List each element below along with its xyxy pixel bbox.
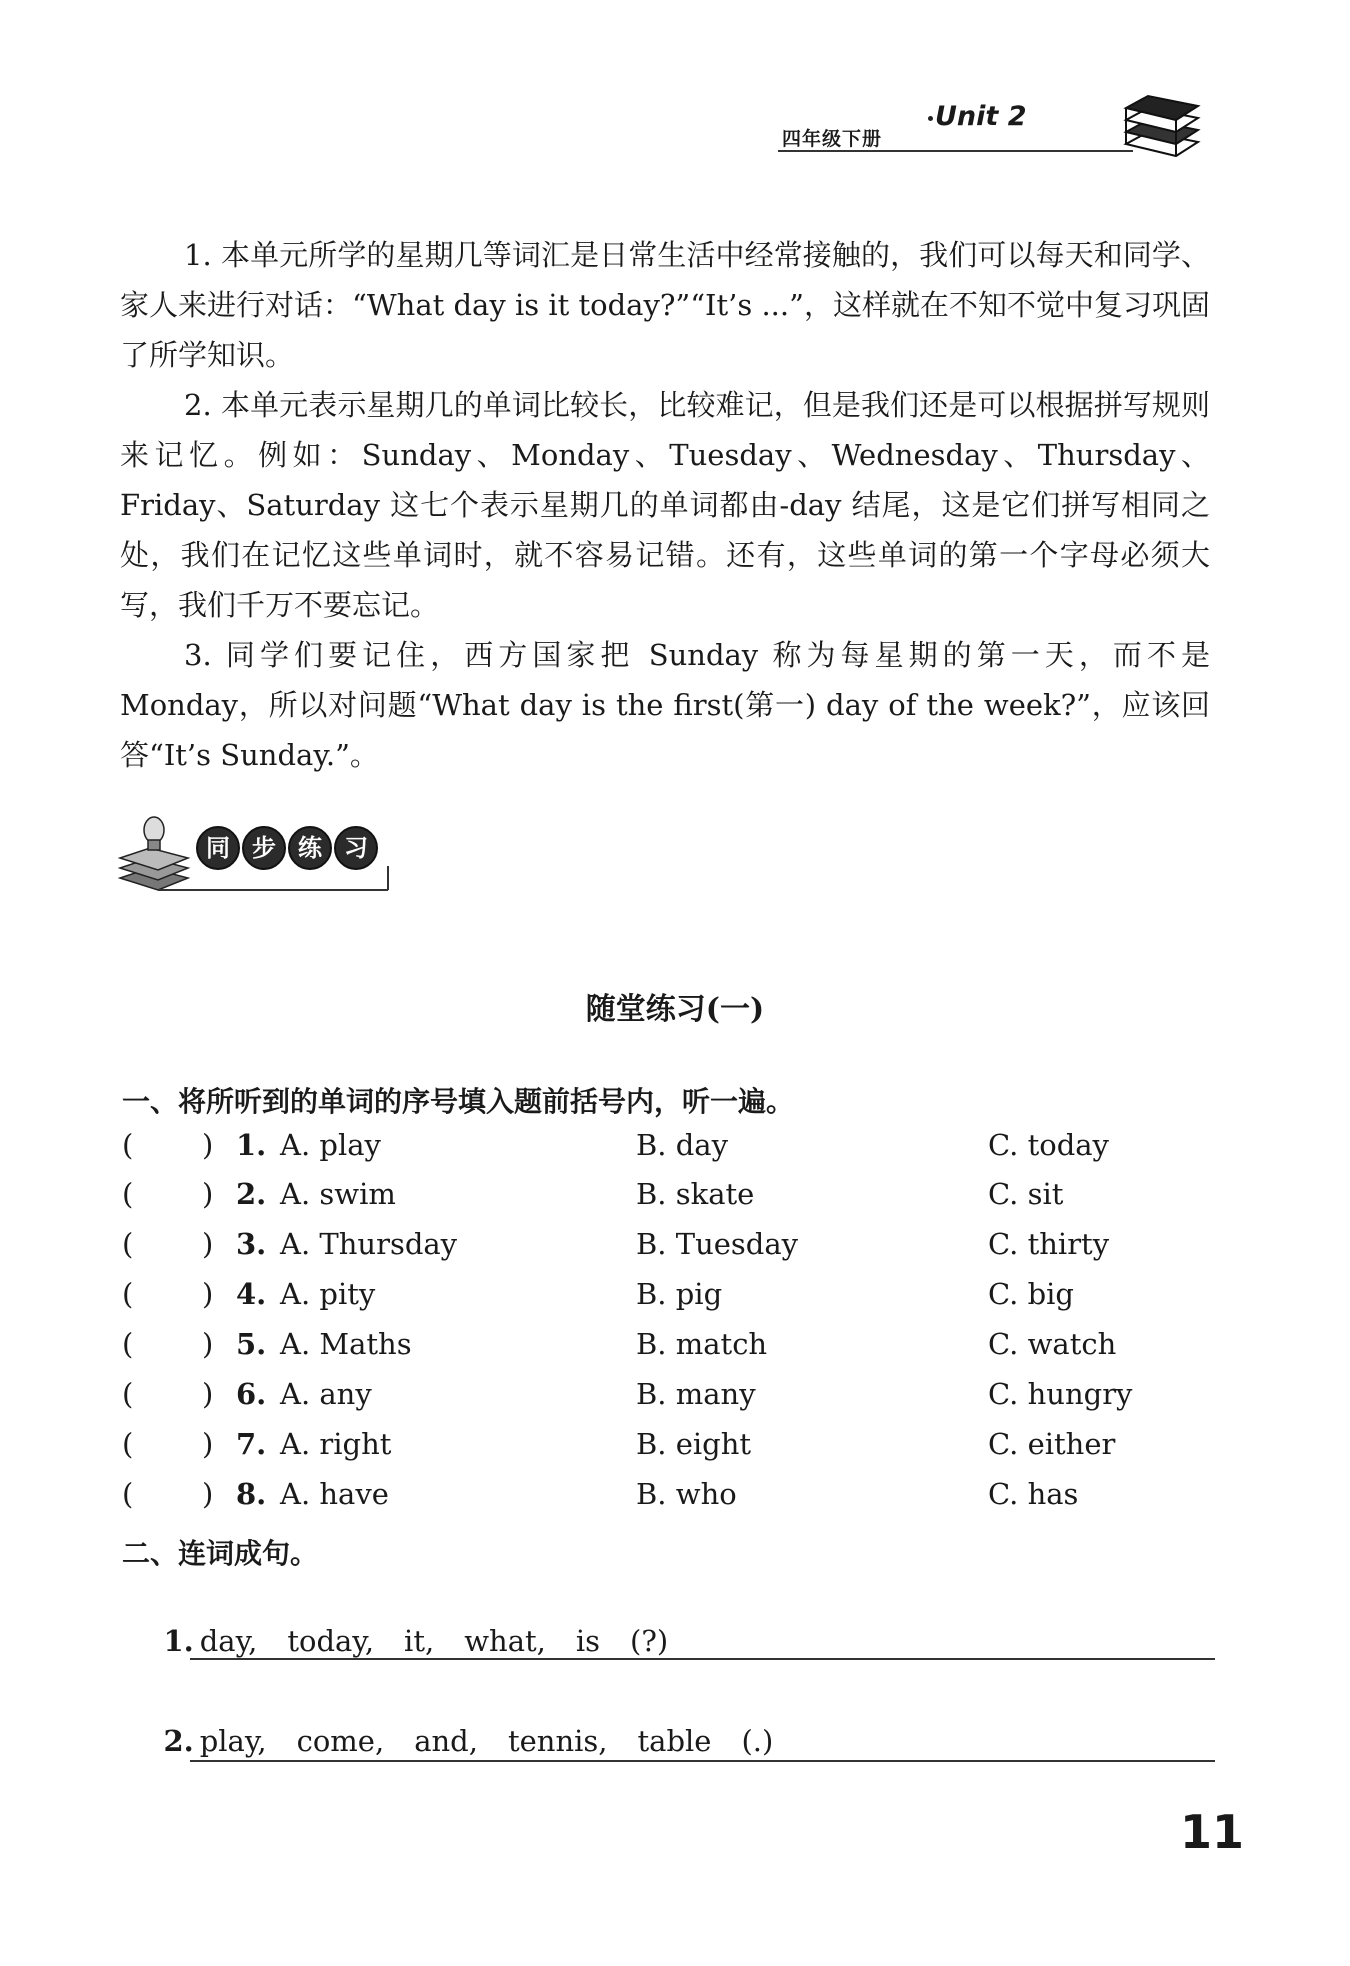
answer-paren-open: (: [122, 1277, 134, 1311]
banner-char: 习: [334, 826, 378, 870]
option-c: C. hungry: [988, 1377, 1133, 1411]
answer-paren-close: ): [202, 1377, 214, 1411]
question-row: [122, 1477, 1222, 1527]
item-number: 1.: [163, 1624, 194, 1658]
option-a: A. right: [280, 1427, 392, 1461]
question-number: 5.: [236, 1327, 267, 1361]
part1-heading: 一、将所听到的单词的序号填入题前括号内，听一遍。: [122, 1085, 795, 1118]
answer-paren-open: (: [122, 1227, 134, 1261]
answer-paren-close: ): [202, 1177, 214, 1211]
answer-paren-open: (: [122, 1177, 134, 1211]
option-a: A. Thursday: [280, 1227, 458, 1261]
question-row: [122, 1128, 1222, 1178]
answer-line[interactable]: [190, 1658, 1215, 1660]
header-rule: [778, 150, 1133, 152]
question-number: 2.: [236, 1177, 267, 1211]
answer-paren-open: (: [122, 1477, 134, 1511]
word: and,: [414, 1724, 478, 1758]
question-number: 1.: [236, 1128, 267, 1162]
option-b: B. Tuesday: [636, 1227, 799, 1261]
unit-title: Unit 2: [935, 101, 1027, 132]
answer-paren-open: (: [122, 1128, 134, 1162]
word: it,: [404, 1624, 435, 1658]
question-row: [122, 1277, 1222, 1327]
question-number: 4.: [236, 1277, 267, 1311]
option-b: B. skate: [636, 1177, 755, 1211]
section-title: 随堂练习(一): [585, 992, 765, 1027]
note-paragraph-1: 1. 本单元所学的星期几等词汇是日常生活中经常接触的，我们可以每天和同学、家人来进行对话：“What day is it today?”“It’s ...”，这样就在不知不觉中复习巩固了所学知识。: [120, 238, 1210, 372]
word: day,: [199, 1624, 258, 1658]
word: is: [575, 1624, 601, 1658]
answer-paren-close: ): [202, 1427, 214, 1461]
option-c: C. sit: [988, 1177, 1064, 1211]
option-a: A. play: [280, 1128, 381, 1162]
option-a: A. pity: [280, 1277, 376, 1311]
option-a: A. Maths: [280, 1327, 412, 1361]
question-number: 6.: [236, 1377, 267, 1411]
word: play,: [199, 1724, 267, 1758]
note-paragraph-2: 2. 本单元表示星期几的单词比较长，比较难记，但是我们还是可以根据拼写规则来记忆。例如：Sunday、Monday、Tuesday、Wednesday、Thursday、Friday、Saturday 这七个表示星期几的单词都由-day 结尾，这是它们拼写相同之处，我们在记忆这些单词时，就不容易记错。还有，这些单词的第一个字母必须大写，我们千万不要忘记。: [120, 388, 1210, 622]
answer-paren-open: (: [122, 1377, 134, 1411]
word: come,: [296, 1724, 385, 1758]
grade-label: 四年级下册: [782, 128, 883, 150]
banner-char: 步: [242, 826, 286, 870]
option-c: C. has: [988, 1477, 1079, 1511]
option-c: C. today: [988, 1128, 1109, 1162]
question-row: [122, 1177, 1222, 1227]
option-c: C. either: [988, 1427, 1116, 1461]
option-c: C. thirty: [988, 1227, 1110, 1261]
part2-heading: 二、连词成句。: [122, 1537, 319, 1570]
word: table: [637, 1724, 712, 1758]
option-b: B. who: [636, 1477, 737, 1511]
word: tennis,: [507, 1724, 608, 1758]
option-a: A. any: [280, 1377, 372, 1411]
answer-paren-close: ): [202, 1277, 214, 1311]
answer-paren-close: ): [202, 1227, 214, 1261]
option-a: A. swim: [280, 1177, 396, 1211]
banner-char: 练: [288, 826, 332, 870]
book-stack-icon: [1118, 86, 1202, 162]
question-row: [122, 1377, 1222, 1427]
punctuation-hint: (?): [630, 1624, 669, 1658]
option-b: B. many: [636, 1377, 756, 1411]
punctuation-hint: (.): [741, 1724, 774, 1758]
answer-paren-close: ): [202, 1477, 214, 1511]
option-b: B. match: [636, 1327, 768, 1361]
option-a: A. have: [280, 1477, 389, 1511]
header-dot: [928, 116, 933, 121]
page-number: 11: [1180, 1805, 1245, 1859]
practice-banner-title: [196, 826, 380, 870]
option-b: B. eight: [636, 1427, 752, 1461]
word: today,: [287, 1624, 375, 1658]
note-paragraph-3: 3. 同学们要记住，西方国家把 Sunday 称为每星期的第一天，而不是 Monday，所以对问题“What day is the first(第一) day of the week?”，应该回答“It’s Sunday.”。: [120, 638, 1210, 772]
question-number: 7.: [236, 1427, 267, 1461]
unit-notes: [120, 230, 1210, 780]
question-number: 3.: [236, 1227, 267, 1261]
option-b: B. day: [636, 1128, 728, 1162]
banner-char: 同: [196, 826, 240, 870]
question-row: [122, 1227, 1222, 1277]
option-c: C. big: [988, 1277, 1074, 1311]
question-number: 8.: [236, 1477, 267, 1511]
question-row: [122, 1327, 1222, 1377]
answer-paren-close: ): [202, 1327, 214, 1361]
word: what,: [464, 1624, 546, 1658]
answer-line[interactable]: [190, 1760, 1215, 1762]
answer-paren-close: ): [202, 1128, 214, 1162]
option-b: B. pig: [636, 1277, 723, 1311]
item-number: 2.: [163, 1724, 194, 1758]
answer-paren-open: (: [122, 1427, 134, 1461]
option-c: C. watch: [988, 1327, 1117, 1361]
answer-paren-open: (: [122, 1327, 134, 1361]
sentence-item: [145, 1590, 698, 1658]
sentence-item: [145, 1690, 803, 1758]
question-row: [122, 1427, 1222, 1477]
